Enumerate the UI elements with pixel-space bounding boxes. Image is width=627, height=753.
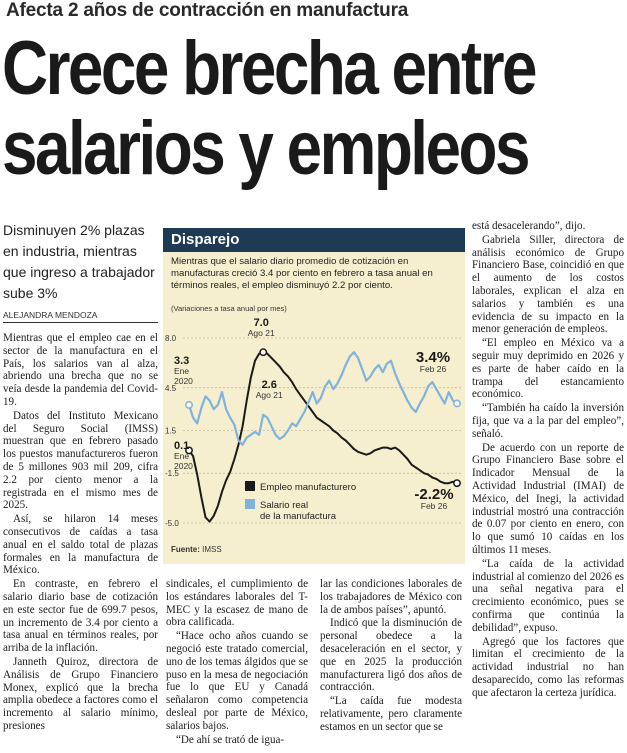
infographic [163,228,465,564]
chart-subtitle: (Variaciones a tasa anual por mes) [171,304,287,313]
data-label-date: 2020 [174,376,193,386]
data-label-date: Feb 26 [420,501,448,511]
salary-line [189,352,457,445]
data-label-date: Ene [174,451,190,461]
headline [2,26,536,191]
source-label: Fuente: [171,545,200,554]
paragraph: Indicó que la disminución de personal obedece a la desaceleración en el sector, y que en 2025 la producción manufacturera ligó dos años de contracción. [320,617,462,694]
y-tick-label: 8.0 [165,334,177,343]
data-label: 0.1 [174,440,190,452]
paragraph: “La caída de la actividad industrial al comienzo del 2026 es una señal negativa para el crecimiento económico, pues se confirma que continúa la debilidad”, expuso. [472,557,624,634]
legend-label-salary-cont: de la manufactura [260,511,337,522]
byline: ALEJANDRA MENDOZA [3,310,158,323]
article-column-4 [472,220,624,700]
legend-swatch-employment [245,481,255,491]
headline-line-2: salarios y empleos [2,106,528,191]
y-tick-label: 4.5 [165,383,177,393]
kicker: Afecta 2 años de contracción en manufactura [6,0,409,21]
paragraph: Janneth Quiroz, directora de Análisis de Grupo Financiero Monex, explicó que la brecha amplia obedece a factores como el incremento al salario mínimo, presiones [3,655,158,732]
data-label: 7.0 [253,317,269,329]
data-label-date: Ago 21 [247,328,275,338]
article-column-1 [3,332,158,734]
data-label: 3.4% [415,349,451,366]
legend-label-salary: Salario real [260,500,309,511]
chart-source [171,545,222,554]
data-point-marker [454,400,460,406]
paragraph: Datos del Instituto Mexicano del Seguro Social (IMSS) muestran que en febrero pasado los puestos manufactureros fueron de 5 millones 903 mil 209, cifra 2.2 por ciento menor a la registrada en el mismo mes de 2025. [3,409,158,512]
y-tick-label: 1.5 [165,426,177,436]
headline-line-1: Crece brecha entre [2,26,536,111]
paragraph: De acuerdo con un reporte de Grupo Financiero Base sobre el Indicador Mensual de la Actividad Industrial (IMAI) de México, del Inegi, la actividad industrial mostró una contracción de 0.07 por ciento en enero, con lo que sumó 10 caídas en los últimos 11 meses. [472,441,624,556]
data-label: 3.3 [174,355,190,367]
paragraph: Mientras que el empleo cae en el sector de la manufactura en el País, los salarios van al alza, abriendo una brecha que no se veía desde la pandemia del Covid-19. [3,332,158,408]
data-label: 2.6 [261,379,277,391]
y-tick-label: -1.5 [165,469,179,479]
data-point-marker [454,480,460,486]
article-column-2 [166,578,308,747]
paragraph: sindicales, el cumplimiento de los estándares laborales del T-MEC y la escasez de mano de obra calificada. [166,578,308,629]
infographic-lead: Mientras que el salario diario promedio de cotización en manufacturas creció 3.4 por ciento en febrero a tasa anual en términos reales, el empleo disminuyó 2.2 por ciento. [171,256,433,291]
paragraph: “La caída fue modesta relativamente, pero claramente estamos en un sector que se [320,695,462,733]
data-label-date: 2020 [174,461,193,471]
source-value: IMSS [202,545,222,554]
data-label-date: Feb 26 [419,364,447,374]
paragraph: “El empleo en México va a seguir muy deprimido en 2026 y es parte de haber caído en la trampa del estancamiento económico. [472,337,624,401]
deck: Disminuyen 2% plazas en industria, mientras que ingreso a trabajador sube 3% [3,222,155,301]
data-point-marker [186,402,192,408]
article-column-3 [320,578,462,735]
legend-label-employment: Empleo manufacturero [260,482,357,493]
paragraph: lar las condiciones laborales de los trabajadores de México con la de ambos países”, apuntó. [320,578,462,616]
paragraph: está desacelerando”, dijo. [472,220,586,232]
y-tick-label: -5.0 [165,519,179,528]
data-point-marker [260,349,266,355]
line-chart [163,316,465,546]
data-label-date: Ene [174,366,190,376]
paragraph: Agregó que los factores que limitan el crecimiento de la actividad industrial no han desaparecido, como las reformas que afectaron la certeza jurídica. [472,635,624,699]
infographic-title: Disparejo [163,228,465,252]
paragraph: “Hace ocho años cuando se negoció este tratado comercial, uno de los temas álgidos que se puso en la mesa de negociación fue lo que EU y Canadá señalaron como competencia desleal por parte de México, salarios bajos. [166,630,308,732]
legend-swatch-salary [245,499,255,509]
paragraph: “De ahí se trató de igua- [176,733,285,746]
paragraph: Así, se hilaron 14 meses consecutivos de caídas a tasa anual en el saldo total de plazas formales en la manufactura de México. [3,513,158,577]
paragraph: Gabriela Siller, directora de análisis económico de Grupo Financiero Base, coincidió en que el aumento de los costos laborales, explican el alza en salarios y también es una evidencia de su impacto en la menor generación de empleos. [472,233,624,336]
paragraph: En contraste, en febrero el salario diario base de cotización en este sector fue de 699.7 pesos, un incremento de 3.4 por ciento a tasa anual en términos reales, por arriba de la inflación. [3,578,158,655]
data-label-date: Ago 21 [255,390,283,400]
paragraph: “También ha caído la inversión fija, que va a la par del empleo”, señaló. [472,402,624,440]
data-label: -2.2% [414,486,454,503]
